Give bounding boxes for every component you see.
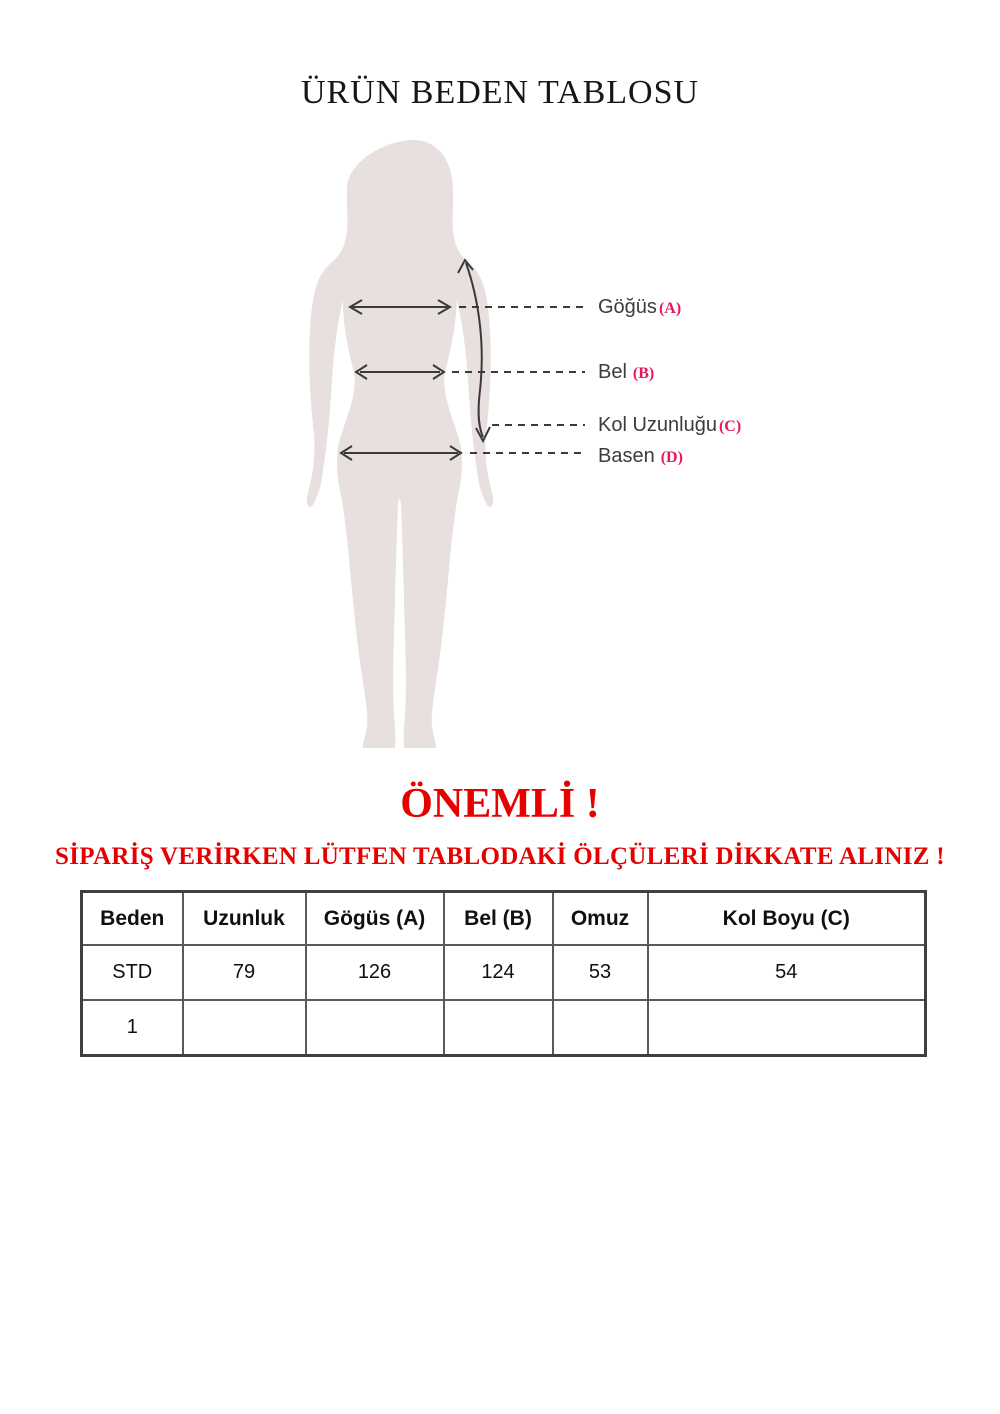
sleeve-curve-arrow xyxy=(466,263,483,437)
header-cell-uzunluk: Uzunluk xyxy=(183,892,306,946)
measurement-label-text: Kol Uzunluğu xyxy=(598,414,717,436)
silhouette-right-arm xyxy=(457,264,494,507)
cell-gogus xyxy=(306,1000,444,1056)
header-cell-beden: Beden xyxy=(82,892,183,946)
measurement-label-waist xyxy=(598,360,654,386)
size-table-row-std xyxy=(82,945,926,1000)
silhouette-left-arm xyxy=(307,264,344,507)
cell-bel: 124 xyxy=(444,945,553,1000)
measurement-label-sleeve xyxy=(598,413,741,439)
header-cell-omuz: Omuz xyxy=(553,892,648,946)
waist-arrowhead-right xyxy=(433,365,444,379)
chest-arrowhead-left xyxy=(350,300,362,314)
silhouette-body xyxy=(330,140,470,748)
measurement-letter-b: (B) xyxy=(632,365,655,382)
header-cell-bel: Bel (B) xyxy=(444,892,553,946)
measurement-label-hip xyxy=(598,444,683,470)
cell-bel xyxy=(444,1000,553,1056)
measurement-label-text: Göğüs xyxy=(598,296,657,318)
important-heading: ÖNEMLİ ! xyxy=(400,781,600,827)
cell-omuz: 53 xyxy=(553,945,648,1000)
size-table-row-1 xyxy=(82,1000,926,1056)
measurement-label-text: Basen xyxy=(598,445,655,467)
measurement-lines xyxy=(341,260,585,460)
cell-kol-boyu xyxy=(648,1000,926,1056)
cell-beden: 1 xyxy=(82,1000,183,1056)
female-silhouette xyxy=(307,140,493,748)
cell-beden: STD xyxy=(82,945,183,1000)
measurement-letter-d: (D) xyxy=(660,449,683,466)
chest-arrowhead-right xyxy=(438,300,450,314)
page-title: ÜRÜN BEDEN TABLOSU xyxy=(300,74,700,111)
cell-omuz xyxy=(553,1000,648,1056)
cell-gogus: 126 xyxy=(306,945,444,1000)
waist-arrowhead-left xyxy=(356,365,367,379)
sleeve-arrowhead-top xyxy=(458,260,473,273)
warning-text: SİPARİŞ VERİRKEN LÜTFEN TABLODAKİ ÖLÇÜLERİ DİKKATE ALINIZ ! xyxy=(55,843,945,870)
header-cell-gogus: Gögüs (A) xyxy=(306,892,444,946)
cell-uzunluk xyxy=(183,1000,306,1056)
measurement-label-chest xyxy=(598,295,681,321)
header-cell-kol-boyu: Kol Boyu (C) xyxy=(648,892,926,946)
size-table-header-row xyxy=(82,892,926,946)
measurement-label-text: Bel xyxy=(598,361,627,383)
cell-kol-boyu: 54 xyxy=(648,945,926,1000)
measurement-letter-a: (A) xyxy=(658,300,682,317)
measurement-letter-c: (C) xyxy=(718,418,742,435)
sleeve-arrowhead-bottom xyxy=(476,427,490,441)
hip-arrowhead-left xyxy=(341,446,352,460)
size-table xyxy=(80,890,927,1057)
cell-uzunluk: 79 xyxy=(183,945,306,1000)
hip-arrowhead-right xyxy=(450,446,461,460)
